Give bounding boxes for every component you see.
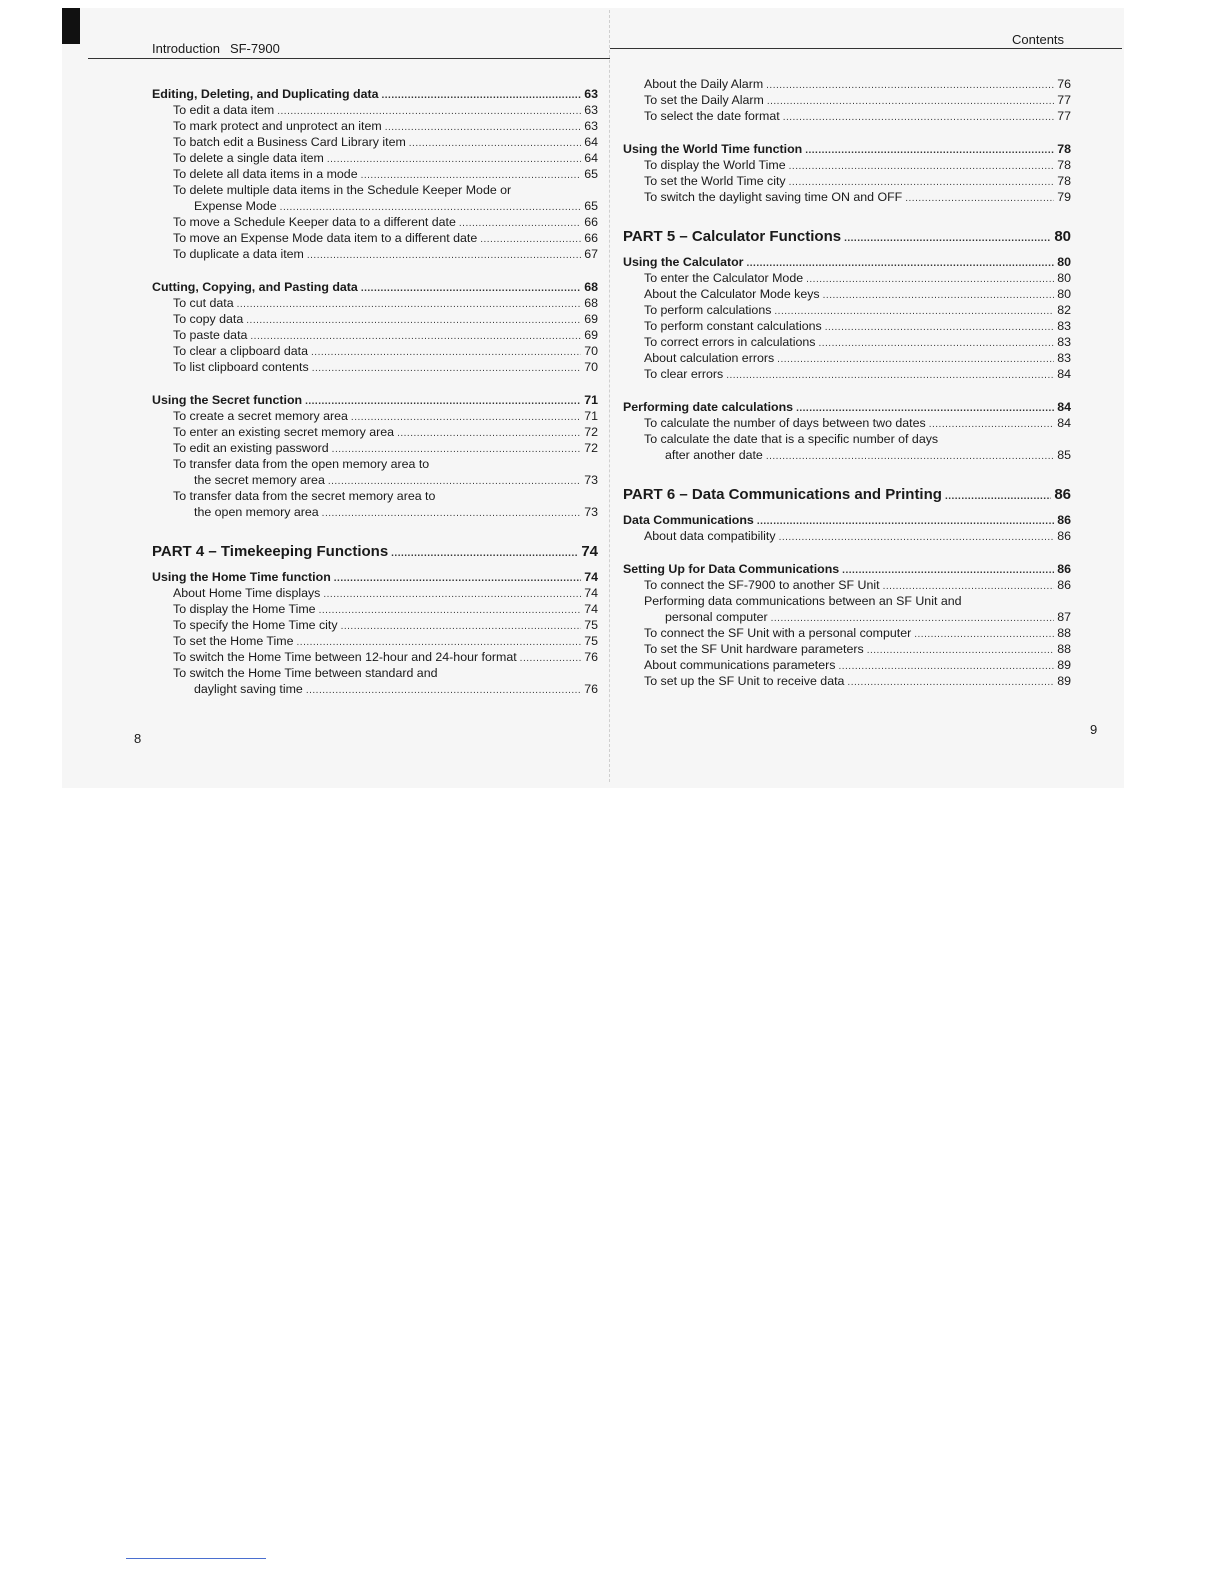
toc-entry-title: To connect the SF Unit with a personal computer bbox=[644, 626, 912, 640]
toc-entry bbox=[152, 408, 598, 424]
toc-entry bbox=[623, 92, 1071, 108]
toc-entry bbox=[623, 415, 1071, 431]
toc-entry-title: PART 5 – Calculator Functions bbox=[623, 228, 842, 245]
toc-entry-title: To set the Daily Alarm bbox=[644, 93, 764, 107]
toc-page-number: 87 bbox=[1057, 610, 1071, 624]
dot-leader bbox=[771, 612, 1055, 625]
toc-page-number: 78 bbox=[1057, 174, 1071, 188]
dot-leader bbox=[409, 137, 581, 150]
toc-page-number: 66 bbox=[584, 215, 598, 229]
toc-page-number: 65 bbox=[584, 199, 598, 213]
toc-page-number: 63 bbox=[584, 87, 598, 101]
dot-leader bbox=[520, 652, 582, 665]
bottom-divider bbox=[126, 1558, 266, 1559]
toc-page-number: 72 bbox=[584, 441, 598, 455]
toc-page-number: 70 bbox=[584, 344, 598, 358]
toc-entry bbox=[623, 270, 1071, 286]
dot-leader bbox=[783, 111, 1055, 124]
toc-page-number: 85 bbox=[1057, 448, 1071, 462]
dot-leader bbox=[361, 169, 582, 182]
toc-entry-title: the open memory area bbox=[194, 505, 319, 519]
dot-leader bbox=[883, 580, 1055, 593]
toc-entry-title: To display the Home Time bbox=[173, 602, 316, 616]
dot-leader bbox=[838, 660, 1054, 673]
toc-entry-title: To paste data bbox=[173, 328, 248, 342]
toc-page-number: 74 bbox=[584, 570, 598, 584]
toc-section-heading bbox=[623, 141, 1071, 157]
toc-left-column bbox=[152, 86, 598, 697]
toc-page-number: 78 bbox=[1057, 158, 1071, 172]
toc-entry bbox=[152, 118, 598, 134]
dot-leader bbox=[774, 305, 1054, 318]
toc-entry-continuation bbox=[623, 609, 1071, 625]
toc-entry-title: To edit an existing password bbox=[173, 441, 329, 455]
toc-entry bbox=[152, 246, 598, 262]
toc-entry bbox=[623, 641, 1071, 657]
dot-leader bbox=[237, 298, 582, 311]
toc-entry-title: To perform calculations bbox=[644, 303, 772, 317]
toc-entry-title: To correct errors in calculations bbox=[644, 335, 816, 349]
toc-entry-title: Editing, Deleting, and Duplicating data bbox=[152, 87, 379, 101]
dot-leader bbox=[805, 144, 1054, 157]
toc-part-heading bbox=[623, 485, 1071, 505]
dot-leader bbox=[796, 402, 1054, 415]
toc-entry bbox=[623, 350, 1071, 366]
toc-entry-title: To cut data bbox=[173, 296, 234, 310]
toc-page-number: 80 bbox=[1057, 271, 1071, 285]
dot-leader bbox=[767, 95, 1054, 108]
toc-entry-title: About Home Time displays bbox=[173, 586, 321, 600]
toc-entry-title: the secret memory area bbox=[194, 473, 325, 487]
page-number-right: 9 bbox=[1090, 722, 1098, 737]
toc-page-number: 72 bbox=[584, 425, 598, 439]
dot-leader bbox=[867, 644, 1055, 657]
page-number-left: 8 bbox=[134, 731, 142, 746]
header-rule-right bbox=[610, 48, 1122, 49]
dot-leader bbox=[381, 89, 581, 102]
toc-entry bbox=[623, 673, 1071, 689]
toc-page-number: 74 bbox=[584, 602, 598, 616]
toc-page-number: 76 bbox=[584, 650, 598, 664]
toc-page-number: 89 bbox=[1057, 674, 1071, 688]
toc-entry-title: To select the date format bbox=[644, 109, 780, 123]
toc-entry-title: About the Calculator Mode keys bbox=[644, 287, 820, 301]
toc-entry bbox=[623, 76, 1071, 92]
dot-leader bbox=[306, 684, 581, 697]
dot-leader bbox=[726, 369, 1054, 382]
dot-leader bbox=[914, 628, 1054, 641]
toc-entry bbox=[152, 617, 598, 633]
dot-leader bbox=[305, 395, 581, 408]
black-tab-marker bbox=[62, 8, 80, 44]
toc-page-number: 88 bbox=[1057, 642, 1071, 656]
toc-page-number: 79 bbox=[1057, 190, 1071, 204]
toc-section-heading bbox=[152, 279, 598, 295]
toc-entry-continuation bbox=[152, 681, 598, 697]
toc-entry bbox=[623, 286, 1071, 302]
toc-section-heading bbox=[152, 392, 598, 408]
running-header-left bbox=[152, 41, 280, 56]
toc-entry-title: To perform constant calculations bbox=[644, 319, 822, 333]
toc-entry bbox=[152, 343, 598, 359]
spacer bbox=[623, 505, 1071, 512]
toc-page-number: 73 bbox=[584, 505, 598, 519]
toc-entry-title: To list clipboard contents bbox=[173, 360, 309, 374]
dot-leader bbox=[905, 192, 1054, 205]
toc-page-number: 77 bbox=[1057, 109, 1071, 123]
dot-leader bbox=[789, 176, 1055, 189]
dot-leader bbox=[766, 450, 1054, 463]
spacer bbox=[623, 463, 1071, 485]
toc-entry-title: About calculation errors bbox=[644, 351, 775, 365]
toc-entry-title: To switch the daylight saving time ON and OFF bbox=[644, 190, 903, 204]
toc-entry-title: after another date bbox=[665, 448, 763, 462]
spacer bbox=[152, 562, 598, 569]
dot-leader bbox=[307, 249, 581, 262]
toc-entry-title: To set the SF Unit hardware parameters bbox=[644, 642, 864, 656]
dot-leader bbox=[327, 153, 581, 166]
toc-entry-title: Performing date calculations bbox=[623, 400, 794, 414]
toc-page-number: 83 bbox=[1057, 319, 1071, 333]
dot-leader bbox=[311, 346, 581, 359]
header-rule-left bbox=[88, 58, 610, 59]
toc-entry bbox=[152, 295, 598, 311]
toc-entry bbox=[152, 134, 598, 150]
dot-leader bbox=[332, 443, 582, 456]
toc-entry-title: Using the Secret function bbox=[152, 393, 303, 407]
dot-leader bbox=[757, 515, 1054, 528]
toc-entry-continuation bbox=[152, 198, 598, 214]
toc-page-number: 63 bbox=[584, 119, 598, 133]
toc-entry-line: To transfer data from the open memory area to bbox=[173, 457, 430, 471]
toc-page-number: 75 bbox=[584, 634, 598, 648]
toc-entry-title: Using the World Time function bbox=[623, 142, 803, 156]
header-model: SF-7900 bbox=[229, 41, 280, 56]
toc-page-number: 86 bbox=[1057, 529, 1071, 543]
dot-leader bbox=[777, 353, 1054, 366]
toc-entry-line: To delete multiple data items in the Schedule Keeper Mode or bbox=[173, 183, 512, 197]
toc-page-number: 78 bbox=[1057, 142, 1071, 156]
toc-entry-title: To switch the Home Time between 12-hour and 24-hour format bbox=[173, 650, 517, 664]
toc-page-number: 83 bbox=[1057, 351, 1071, 365]
toc-entry-title: To display the World Time bbox=[644, 158, 786, 172]
spacer bbox=[623, 247, 1071, 254]
dot-leader bbox=[334, 572, 581, 585]
toc-entry-continuation bbox=[623, 447, 1071, 463]
dot-leader bbox=[391, 546, 578, 562]
toc-part-heading bbox=[152, 542, 598, 562]
toc-section-heading bbox=[152, 86, 598, 102]
dot-leader bbox=[480, 233, 581, 246]
toc-entry-title: To create a secret memory area bbox=[173, 409, 348, 423]
toc-entry-title: To enter the Calculator Mode bbox=[644, 271, 804, 285]
spacer bbox=[152, 375, 598, 392]
toc-page-number: 88 bbox=[1057, 626, 1071, 640]
toc-entry-title: To enter an existing secret memory area bbox=[173, 425, 395, 439]
spacer bbox=[623, 382, 1071, 399]
dot-leader bbox=[806, 273, 1054, 286]
dot-leader bbox=[312, 362, 582, 375]
toc-page-number: 64 bbox=[584, 151, 598, 165]
toc-entry-title: Setting Up for Data Communications bbox=[623, 562, 840, 576]
toc-entry-title: To clear a clipboard data bbox=[173, 344, 309, 358]
toc-page-number: 74 bbox=[581, 543, 598, 560]
toc-entry bbox=[152, 327, 598, 343]
dot-leader bbox=[323, 588, 581, 601]
toc-entry-title: To set up the SF Unit to receive data bbox=[644, 674, 845, 688]
dot-leader bbox=[789, 160, 1055, 173]
dot-leader bbox=[823, 289, 1055, 302]
toc-entry-title: About the Daily Alarm bbox=[644, 77, 764, 91]
toc-entry-title: To duplicate a data item bbox=[173, 247, 304, 261]
center-gutter bbox=[609, 10, 610, 782]
toc-page-number: 76 bbox=[584, 682, 598, 696]
toc-section-heading bbox=[623, 512, 1071, 528]
toc-entry-title: To delete a single data item bbox=[173, 151, 324, 165]
spacer bbox=[623, 124, 1071, 141]
toc-entry-title: To connect the SF-7900 to another SF Unit bbox=[644, 578, 880, 592]
toc-section-heading bbox=[623, 254, 1071, 270]
toc-section-heading bbox=[623, 399, 1071, 415]
dot-leader bbox=[341, 620, 582, 633]
dot-leader bbox=[361, 282, 581, 295]
toc-entry-title: To calculate the number of days between two dates bbox=[644, 416, 926, 430]
toc-entry-title: Data Communications bbox=[623, 513, 754, 527]
toc-entry-line: To switch the Home Time between standard and bbox=[173, 666, 438, 680]
dot-leader bbox=[844, 231, 1051, 247]
toc-entry-title: Using the Calculator bbox=[623, 255, 744, 269]
dot-leader bbox=[929, 418, 1054, 431]
toc-section-heading bbox=[623, 561, 1071, 577]
toc-entry bbox=[623, 334, 1071, 350]
toc-entry bbox=[623, 157, 1071, 173]
dot-leader bbox=[766, 79, 1054, 92]
toc-page-number: 73 bbox=[584, 473, 598, 487]
toc-entry-title: Cutting, Copying, and Pasting data bbox=[152, 280, 358, 294]
toc-entry-title: To move a Schedule Keeper data to a different date bbox=[173, 215, 456, 229]
toc-entry-title: To clear errors bbox=[644, 367, 724, 381]
toc-entry-title: PART 6 – Data Communications and Printing bbox=[623, 486, 942, 503]
dot-leader bbox=[319, 604, 582, 617]
toc-page-number: 86 bbox=[1057, 513, 1071, 527]
toc-entry-title: To copy data bbox=[173, 312, 244, 326]
toc-page-number: 64 bbox=[584, 135, 598, 149]
toc-entry bbox=[623, 318, 1071, 334]
toc-page-number: 80 bbox=[1054, 228, 1071, 245]
toc-entry-title: To set the World Time city bbox=[644, 174, 786, 188]
toc-page-number: 68 bbox=[584, 280, 598, 294]
toc-page-number: 63 bbox=[584, 103, 598, 117]
toc-entry bbox=[623, 528, 1071, 544]
toc-page-number: 86 bbox=[1054, 486, 1071, 503]
toc-page-number: 67 bbox=[584, 247, 598, 261]
dot-leader bbox=[459, 217, 581, 230]
dot-leader bbox=[351, 411, 581, 424]
dot-leader bbox=[297, 636, 582, 649]
dot-leader bbox=[397, 427, 581, 440]
toc-section-heading bbox=[152, 569, 598, 585]
toc-entry bbox=[152, 166, 598, 182]
dot-leader bbox=[847, 676, 1054, 689]
dot-leader bbox=[779, 531, 1055, 544]
toc-page-number: 84 bbox=[1057, 400, 1071, 414]
toc-page-number: 83 bbox=[1057, 335, 1071, 349]
toc-entry-title: PART 4 – Timekeeping Functions bbox=[152, 543, 389, 560]
spacer bbox=[152, 520, 598, 542]
dot-leader bbox=[818, 337, 1054, 350]
toc-entry bbox=[152, 150, 598, 166]
toc-page-number: 65 bbox=[584, 167, 598, 181]
toc-page-number: 66 bbox=[584, 231, 598, 245]
toc-page-number: 76 bbox=[1057, 77, 1071, 91]
toc-entry bbox=[623, 302, 1071, 318]
toc-entry bbox=[623, 366, 1071, 382]
toc-entry-title: To set the Home Time bbox=[173, 634, 294, 648]
toc-page-number: 71 bbox=[584, 409, 598, 423]
toc-page-number: 82 bbox=[1057, 303, 1071, 317]
toc-entry-title: To delete all data items in a mode bbox=[173, 167, 358, 181]
toc-entry bbox=[623, 108, 1071, 124]
toc-page-number: 74 bbox=[584, 586, 598, 600]
toc-entry-continuation bbox=[152, 504, 598, 520]
header-section: Introduction bbox=[152, 41, 220, 56]
dot-leader bbox=[825, 321, 1055, 334]
toc-entry-continuation bbox=[152, 472, 598, 488]
toc-page-number: 77 bbox=[1057, 93, 1071, 107]
toc-entry-line: To transfer data from the secret memory area to bbox=[173, 489, 436, 503]
toc-page-number: 70 bbox=[584, 360, 598, 374]
toc-entry-title: To edit a data item bbox=[173, 103, 275, 117]
toc-entry-title: daylight saving time bbox=[194, 682, 303, 696]
toc-entry-title: About communications parameters bbox=[644, 658, 836, 672]
toc-entry-title: personal computer bbox=[665, 610, 768, 624]
toc-entry-title: To specify the Home Time city bbox=[173, 618, 338, 632]
toc-entry bbox=[623, 173, 1071, 189]
toc-entry bbox=[152, 424, 598, 440]
toc-entry bbox=[623, 657, 1071, 673]
dot-leader bbox=[385, 121, 582, 134]
toc-page-number: 86 bbox=[1057, 562, 1071, 576]
toc-entry bbox=[623, 625, 1071, 641]
toc-entry bbox=[152, 214, 598, 230]
toc-page-number: 68 bbox=[584, 296, 598, 310]
toc-entry bbox=[623, 189, 1071, 205]
dot-leader bbox=[328, 475, 581, 488]
toc-entry bbox=[152, 601, 598, 617]
toc-page-number: 69 bbox=[584, 328, 598, 342]
toc-page-number: 80 bbox=[1057, 287, 1071, 301]
dot-leader bbox=[277, 105, 581, 118]
toc-page-number: 69 bbox=[584, 312, 598, 326]
toc-entry bbox=[152, 230, 598, 246]
toc-page-number: 71 bbox=[584, 393, 598, 407]
toc-entry-title: About data compatibility bbox=[644, 529, 776, 543]
dot-leader bbox=[322, 507, 582, 520]
toc-entry bbox=[623, 577, 1071, 593]
spacer bbox=[623, 544, 1071, 561]
dot-leader bbox=[250, 330, 581, 343]
dot-leader bbox=[746, 257, 1054, 270]
running-header-right: Contents bbox=[1012, 32, 1065, 47]
toc-entry-line: Performing data communications between an SF Unit and bbox=[644, 594, 962, 608]
toc-entry-title: Expense Mode bbox=[194, 199, 277, 213]
toc-page-number: 89 bbox=[1057, 658, 1071, 672]
spacer bbox=[623, 205, 1071, 227]
toc-entry bbox=[152, 102, 598, 118]
toc-entry-title: To mark protect and unprotect an item bbox=[173, 119, 382, 133]
toc-entry bbox=[152, 311, 598, 327]
toc-entry bbox=[152, 633, 598, 649]
toc-entry-title: Using the Home Time function bbox=[152, 570, 331, 584]
dot-leader bbox=[280, 201, 582, 214]
spacer bbox=[152, 262, 598, 279]
toc-page-number: 86 bbox=[1057, 578, 1071, 592]
toc-entry bbox=[152, 649, 598, 665]
toc-entry-title: To move an Expense Mode data item to a different date bbox=[173, 231, 478, 245]
toc-entry-title: To batch edit a Business Card Library item bbox=[173, 135, 406, 149]
toc-page-number: 84 bbox=[1057, 367, 1071, 381]
toc-right-column bbox=[623, 76, 1071, 689]
toc-page-number: 75 bbox=[584, 618, 598, 632]
toc-entry-line: To calculate the date that is a specific number of days bbox=[644, 432, 939, 446]
dot-leader bbox=[246, 314, 581, 327]
toc-part-heading bbox=[623, 227, 1071, 247]
toc-entry bbox=[152, 440, 598, 456]
toc-page-number: 80 bbox=[1057, 255, 1071, 269]
dot-leader bbox=[945, 489, 1051, 505]
dot-leader bbox=[842, 564, 1054, 577]
toc-entry bbox=[152, 359, 598, 375]
toc-page-number: 84 bbox=[1057, 416, 1071, 430]
toc-entry bbox=[152, 585, 598, 601]
